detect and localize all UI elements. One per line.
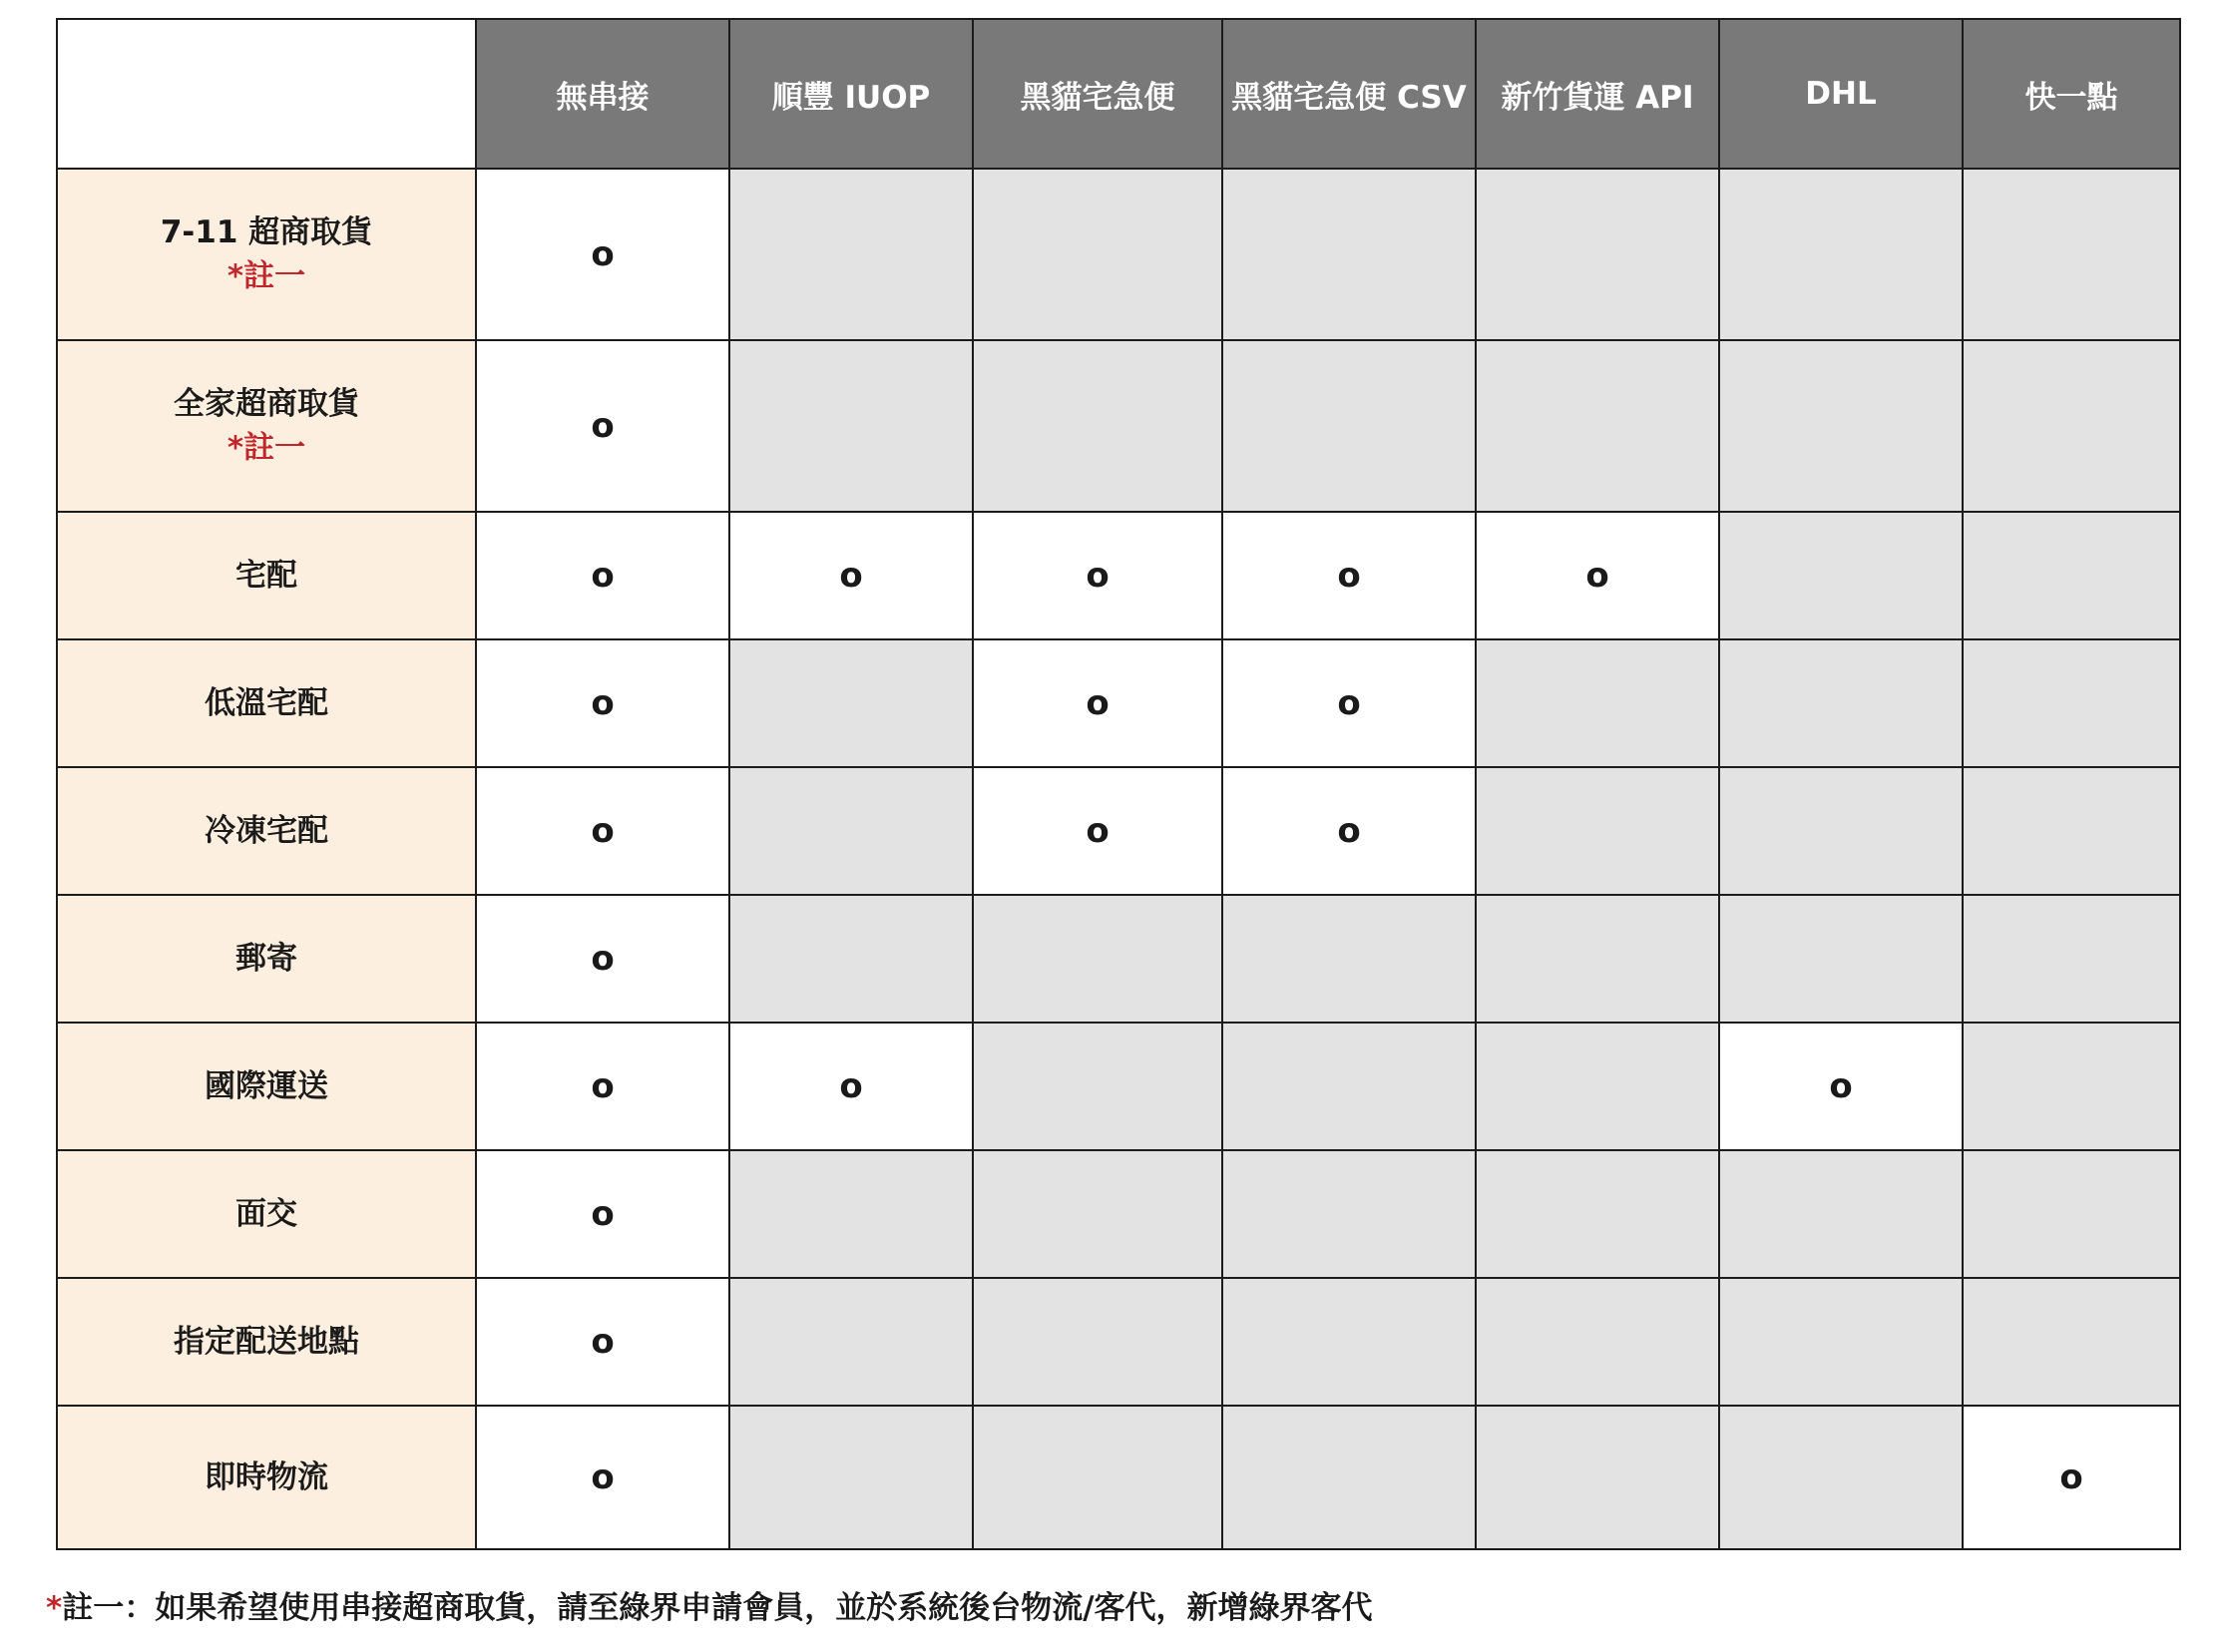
unsupported-cell [1719, 169, 1963, 340]
column-header-sf-iuop: 順豐 IUOP [729, 19, 973, 169]
row-label [57, 1406, 476, 1549]
column-header-no-integration: 無串接 [476, 19, 729, 169]
row-label [57, 1278, 476, 1406]
support-mark: o [591, 1066, 615, 1106]
supported-cell [476, 1023, 729, 1150]
unsupported-cell [729, 639, 973, 767]
support-mark: o [1086, 811, 1110, 851]
supported-cell [1719, 1023, 1963, 1150]
support-mark: o [1337, 556, 1361, 596]
row-label [57, 169, 476, 340]
support-mark: o [591, 1457, 615, 1497]
column-header-tcat: 黑貓宅急便 [973, 19, 1222, 169]
unsupported-cell [1719, 1406, 1963, 1549]
unsupported-cell [1719, 512, 1963, 639]
corner-cell [57, 19, 476, 169]
unsupported-cell [973, 895, 1222, 1023]
support-mark: o [1829, 1066, 1853, 1106]
unsupported-cell [1476, 1023, 1719, 1150]
unsupported-cell [1476, 1278, 1719, 1406]
row-label-text: 全家超商取貨 [174, 386, 359, 422]
header-row [57, 19, 2180, 169]
unsupported-cell [1963, 1150, 2180, 1278]
unsupported-cell [1476, 1150, 1719, 1278]
unsupported-cell [729, 1406, 973, 1549]
unsupported-cell [1222, 1406, 1476, 1549]
unsupported-cell [729, 895, 973, 1023]
unsupported-cell [1222, 169, 1476, 340]
table-row [57, 895, 2180, 1023]
unsupported-cell [1222, 895, 1476, 1023]
supported-cell [729, 512, 973, 639]
unsupported-cell [973, 340, 1222, 512]
support-mark: o [591, 811, 615, 851]
support-mark: o [1337, 811, 1361, 851]
column-header-hct-api: 新竹貨運 API [1476, 19, 1719, 169]
row-label [57, 512, 476, 639]
support-mark: o [591, 1194, 615, 1234]
support-mark: o [591, 406, 615, 446]
unsupported-cell [1719, 1150, 1963, 1278]
support-mark: o [591, 234, 615, 274]
column-header-dhl: DHL [1719, 19, 1963, 169]
supported-cell [476, 1150, 729, 1278]
unsupported-cell [1963, 1278, 2180, 1406]
unsupported-cell [973, 1406, 1222, 1549]
unsupported-cell [973, 1150, 1222, 1278]
support-mark: o [1585, 556, 1609, 596]
support-mark: o [839, 556, 863, 596]
unsupported-cell [1222, 1150, 1476, 1278]
supported-cell [476, 895, 729, 1023]
footnote-marker: * [46, 1590, 63, 1626]
unsupported-cell [729, 767, 973, 895]
support-mark: o [591, 939, 615, 979]
support-mark: o [591, 683, 615, 723]
note-reference: *註一 [226, 430, 306, 466]
support-mark: o [1337, 683, 1361, 723]
row-label [57, 1150, 476, 1278]
unsupported-cell [1719, 767, 1963, 895]
row-label-text: 即時物流 [205, 1459, 328, 1495]
row-label [57, 639, 476, 767]
unsupported-cell [1476, 895, 1719, 1023]
unsupported-cell [1963, 895, 2180, 1023]
row-label-text: 郵寄 [235, 941, 297, 977]
unsupported-cell [1719, 639, 1963, 767]
supported-cell [476, 512, 729, 639]
row-label [57, 1023, 476, 1150]
supported-cell [1476, 512, 1719, 639]
unsupported-cell [1222, 1278, 1476, 1406]
table-body [57, 169, 2180, 1549]
unsupported-cell [1476, 169, 1719, 340]
row-label-text: 國際運送 [205, 1068, 328, 1104]
table-row [57, 1023, 2180, 1150]
support-mark: o [839, 1066, 863, 1106]
support-mark: o [591, 1322, 615, 1362]
unsupported-cell [1719, 340, 1963, 512]
column-header-kuaiyidian: 快一點 [1963, 19, 2180, 169]
table-row [57, 639, 2180, 767]
unsupported-cell [1476, 767, 1719, 895]
table-row [57, 512, 2180, 639]
supported-cell [476, 340, 729, 512]
unsupported-cell [1719, 895, 1963, 1023]
row-label-text: 面交 [235, 1196, 297, 1232]
unsupported-cell [1222, 1023, 1476, 1150]
supported-cell [973, 512, 1222, 639]
supported-cell [1222, 767, 1476, 895]
table-row [57, 340, 2180, 512]
logistics-support-table [56, 18, 2181, 1550]
row-label-text: 低溫宅配 [205, 685, 328, 721]
unsupported-cell [1963, 512, 2180, 639]
unsupported-cell [1222, 340, 1476, 512]
unsupported-cell [1476, 340, 1719, 512]
row-label [57, 767, 476, 895]
footnote [46, 1582, 1373, 1627]
supported-cell [1222, 639, 1476, 767]
unsupported-cell [1719, 1278, 1963, 1406]
unsupported-cell [1963, 1023, 2180, 1150]
unsupported-cell [973, 169, 1222, 340]
supported-cell [476, 639, 729, 767]
support-mark: o [1086, 556, 1110, 596]
row-label-text: 7-11 超商取貨 [160, 214, 373, 250]
table-row [57, 767, 2180, 895]
row-label-text: 冷凍宅配 [205, 813, 328, 849]
support-mark: o [2059, 1457, 2083, 1497]
supported-cell [476, 767, 729, 895]
unsupported-cell [973, 1278, 1222, 1406]
supported-cell [476, 1406, 729, 1549]
table-row [57, 1150, 2180, 1278]
table-row [57, 1278, 2180, 1406]
support-mark: o [591, 556, 615, 596]
supported-cell [729, 1023, 973, 1150]
supported-cell [476, 169, 729, 340]
unsupported-cell [1963, 639, 2180, 767]
row-label [57, 340, 476, 512]
supported-cell [1222, 512, 1476, 639]
supported-cell [1963, 1406, 2180, 1549]
unsupported-cell [1963, 340, 2180, 512]
row-label [57, 895, 476, 1023]
support-mark: o [1086, 683, 1110, 723]
unsupported-cell [729, 1150, 973, 1278]
unsupported-cell [729, 1278, 973, 1406]
supported-cell [973, 767, 1222, 895]
supported-cell [973, 639, 1222, 767]
column-header-tcat-csv: 黑貓宅急便 CSV [1222, 19, 1476, 169]
row-label-text: 指定配送地點 [174, 1324, 359, 1360]
table-row [57, 169, 2180, 340]
unsupported-cell [1476, 639, 1719, 767]
unsupported-cell [1476, 1406, 1719, 1549]
unsupported-cell [1963, 169, 2180, 340]
unsupported-cell [729, 340, 973, 512]
row-label-text: 宅配 [235, 558, 297, 594]
footnote-text: 註一：如果希望使用串接超商取貨，請至綠界申請會員，並於系統後台物流/客代，新增綠界客代 [62, 1590, 1373, 1626]
unsupported-cell [1963, 767, 2180, 895]
table-row [57, 1406, 2180, 1549]
note-reference: *註一 [226, 258, 306, 294]
unsupported-cell [729, 169, 973, 340]
unsupported-cell [973, 1023, 1222, 1150]
supported-cell [476, 1278, 729, 1406]
